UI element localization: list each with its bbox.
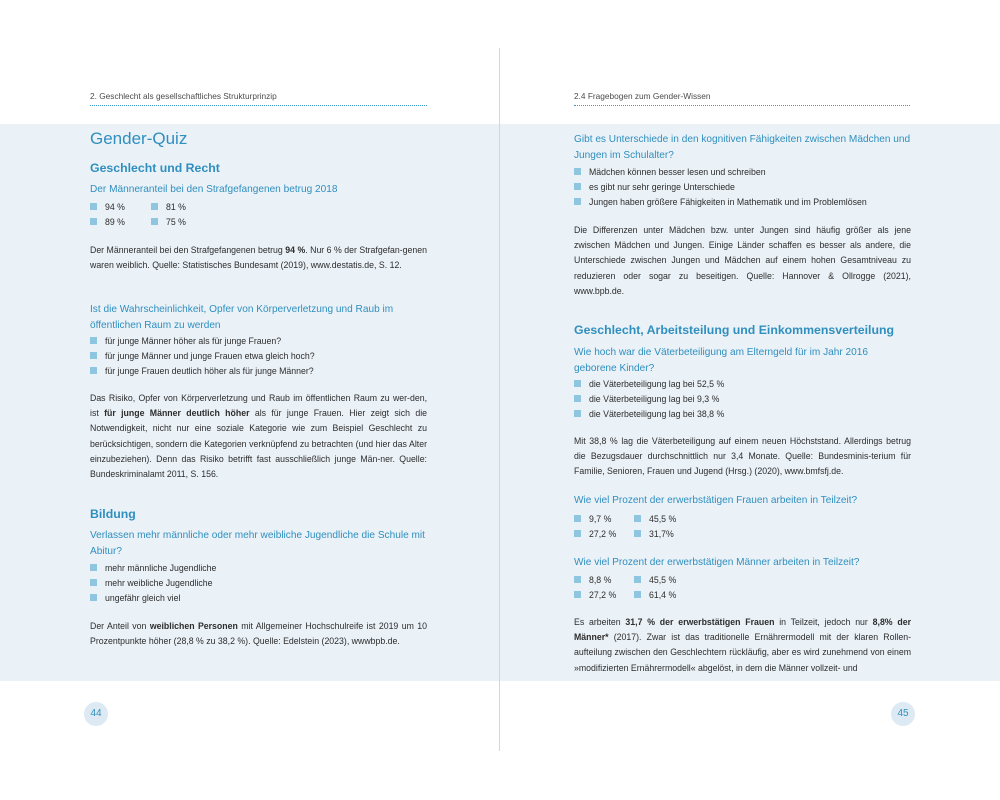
checkbox-option[interactable]	[634, 512, 676, 526]
checkbox-icon	[90, 218, 97, 225]
checkbox-option[interactable]	[634, 527, 674, 541]
page-number-left: 44	[84, 702, 108, 726]
option-label: mehr männliche Jugendliche	[105, 563, 217, 573]
option-label: 27,2 %	[589, 529, 617, 539]
answer-paragraph-3: Der Anteil von weiblichen Personen mit Allgemeiner Hochschulreife ist 2019 um 10 Prozentpunkte höher (28,8 % zu 38,2 %). Quelle: Edelstein (2023), wwwbpb.de.	[90, 621, 427, 647]
option-label: für junge Männer höher als für junge Frauen?	[105, 336, 282, 346]
question-3: Verlassen mehr männliche oder mehr weibliche Jugendliche die Schule mit Abitur?	[90, 530, 425, 557]
checkbox-icon	[90, 564, 97, 571]
checkbox-icon	[151, 203, 158, 210]
checkbox-option[interactable]	[90, 215, 125, 229]
question-2: Ist die Wahrscheinlichkeit, Opfer von Körperverletzung und Raub im öffentlichen Raum zu werden	[90, 304, 394, 331]
checkbox-icon	[574, 168, 581, 175]
option-label: 94 %	[105, 202, 125, 212]
checkbox-option[interactable]	[90, 576, 213, 590]
checkbox-option[interactable]	[574, 377, 724, 391]
checkbox-option[interactable]	[90, 561, 216, 575]
checkbox-option[interactable]	[574, 165, 766, 179]
option-label: mehr weibliche Jugendliche	[105, 578, 213, 588]
checkbox-icon	[90, 594, 97, 601]
option-label: die Väterbeteiligung lag bei 38,8 %	[589, 409, 725, 419]
section-heading-work: Geschlecht, Arbeitsteilung und Einkommensverteilung	[574, 323, 895, 337]
option-label: 89 %	[105, 217, 125, 227]
checkbox-option[interactable]	[634, 573, 676, 587]
checkbox-icon	[90, 579, 97, 586]
checkbox-option[interactable]	[90, 364, 314, 378]
page-number-right: 45	[891, 702, 915, 726]
option-label: Mädchen können besser lesen und schreiben	[589, 167, 766, 177]
checkbox-option[interactable]	[90, 334, 281, 348]
question-6: Wie viel Prozent der erwerbstätigen Frauen arbeiten in Teilzeit?	[574, 495, 858, 506]
option-label: 31,7%	[649, 529, 674, 539]
checkbox-option[interactable]	[90, 349, 315, 363]
checkbox-option[interactable]	[574, 195, 867, 209]
checkbox-icon	[634, 530, 641, 537]
checkbox-option[interactable]	[574, 527, 616, 541]
checkbox-icon	[634, 515, 641, 522]
page-gutter	[499, 48, 500, 751]
checkbox-icon	[90, 337, 97, 344]
option-label: 61,4 %	[649, 590, 677, 600]
option-label: für junge Frauen deutlich höher als für junge Männer?	[105, 366, 314, 376]
running-header-left: 2. Geschlecht als gesellschaftliches Strukturprinzip	[90, 91, 427, 106]
checkbox-option[interactable]	[574, 392, 719, 406]
option-label: 75 %	[166, 217, 186, 227]
checkbox-icon	[574, 395, 581, 402]
checkbox-option[interactable]	[90, 591, 180, 605]
option-label: 27,2 %	[589, 590, 617, 600]
answer-paragraph-1: Der Männeranteil bei den Strafgefangenen betrug 94 %. Nur 6 % der Strafgefan-genen waren weiblich. Quelle: Statistisches Bundesamt (2019), www.destatis.de, S. 12.	[90, 245, 427, 271]
question-1: Der Männeranteil bei den Strafgefangenen betrug 2018	[90, 184, 338, 195]
checkbox-icon	[574, 410, 581, 417]
checkbox-icon	[574, 530, 581, 537]
section-heading-education: Bildung	[90, 507, 136, 521]
checkbox-icon	[90, 203, 97, 210]
option-label: die Väterbeteiligung lag bei 52,5 %	[589, 379, 725, 389]
option-label: die Väterbeteiligung lag bei 9,3 %	[589, 394, 720, 404]
checkbox-option[interactable]	[574, 588, 616, 602]
checkbox-option[interactable]	[574, 180, 735, 194]
checkbox-icon	[634, 576, 641, 583]
answer-paragraph-7: Es arbeiten 31,7 % der erwerbstätigen Frauen in Teilzeit, jedoch nur 8,8% der Männer* (2017). Zwar ist das traditionelle Ernährermodell mit der klaren Rollen-aufteilung zwischen den Geschlechtern rückläufig, aber es wird zunehmend von einem »modifizierten Ernährermodell« abgelöst, in dem die Männer vollzeit- und	[574, 617, 911, 673]
question-5: Wie hoch war die Väterbeteiligung am Elterngeld für im Jahr 2016 geborene Kinder?	[574, 347, 868, 374]
checkbox-option[interactable]	[574, 573, 611, 587]
page-title: Gender-Quiz	[90, 129, 188, 148]
section-heading-law: Geschlecht und Recht	[90, 161, 220, 175]
checkbox-option[interactable]	[634, 588, 676, 602]
option-label: Jungen haben größere Fähigkeiten in Mathematik und im Problemlösen	[589, 197, 867, 207]
checkbox-option[interactable]	[151, 200, 186, 214]
checkbox-option[interactable]	[574, 512, 611, 526]
checkbox-icon	[90, 367, 97, 374]
checkbox-option[interactable]	[151, 215, 186, 229]
checkbox-icon	[574, 576, 581, 583]
checkbox-icon	[574, 515, 581, 522]
option-label: es gibt nur sehr geringe Unterschiede	[589, 182, 735, 192]
option-label: 9,7 %	[589, 514, 612, 524]
answer-paragraph-2: Das Risiko, Opfer von Körperverletzung und Raub im öffentlichen Raum zu wer-den, ist für junge Männer deutlich höher als für junge Frauen. Hier zeigt sich die Notwendigkeit, nicht nur eine soziale Kategorie wie zum Beispiel Geschlecht zu berücksichtigen, sondern die Kategorien verknüpfend zu betrachten (und hier das Alter einzubeziehen). Denn das Risiko betrifft fast ausschließlich junge Män-ner. Quelle: Bundeskriminalamt 2011, S. 156.	[90, 393, 428, 480]
option-label: 8,8 %	[589, 575, 612, 585]
answer-paragraph-5: Mit 38,8 % lag die Väterbeteiligung auf einem neuen Höchststand. Allerdings betrug die Bezugsdauer durchschnittlich nur 3,4 Monate. Quelle: Bundesminis-terium für Familie, Senioren, Frauen und Jugend (Hrsg.) (2020), www.bmfsfj.de.	[574, 436, 911, 477]
answer-paragraph-4: Die Differenzen unter Mädchen bzw. unter Jungen sind häufig größer als jene zwischen Mädchen und Jungen. Einige Länder schaffen es besser als andere, die Unterschiede zwischen Jungen und Mädchen auf einem hohen Gesamtniveau zu reduzieren oder sogar zu beseitigen. Quelle: Hannover & Ollrogge (2021), www.bpb.de.	[574, 225, 911, 296]
checkbox-icon	[574, 183, 581, 190]
checkbox-icon	[574, 380, 581, 387]
checkbox-icon	[574, 591, 581, 598]
running-header-right: 2.4 Fragebogen zum Gender-Wissen	[574, 91, 910, 106]
checkbox-option[interactable]	[574, 407, 724, 421]
option-label: für junge Männer und junge Frauen etwa gleich hoch?	[105, 351, 315, 361]
checkbox-icon	[90, 352, 97, 359]
option-label: 45,5 %	[649, 514, 677, 524]
question-7: Wie viel Prozent der erwerbstätigen Männer arbeiten in Teilzeit?	[574, 557, 860, 568]
checkbox-option[interactable]	[90, 200, 125, 214]
option-label: ungefähr gleich viel	[105, 593, 181, 603]
checkbox-icon	[151, 218, 158, 225]
question-4: Gibt es Unterschiede in den kognitiven Fähigkeiten zwischen Mädchen und Jungen im Schulalter?	[574, 134, 911, 161]
checkbox-icon	[634, 591, 641, 598]
option-label: 81 %	[166, 202, 186, 212]
option-label: 45,5 %	[649, 575, 677, 585]
checkbox-icon	[574, 198, 581, 205]
